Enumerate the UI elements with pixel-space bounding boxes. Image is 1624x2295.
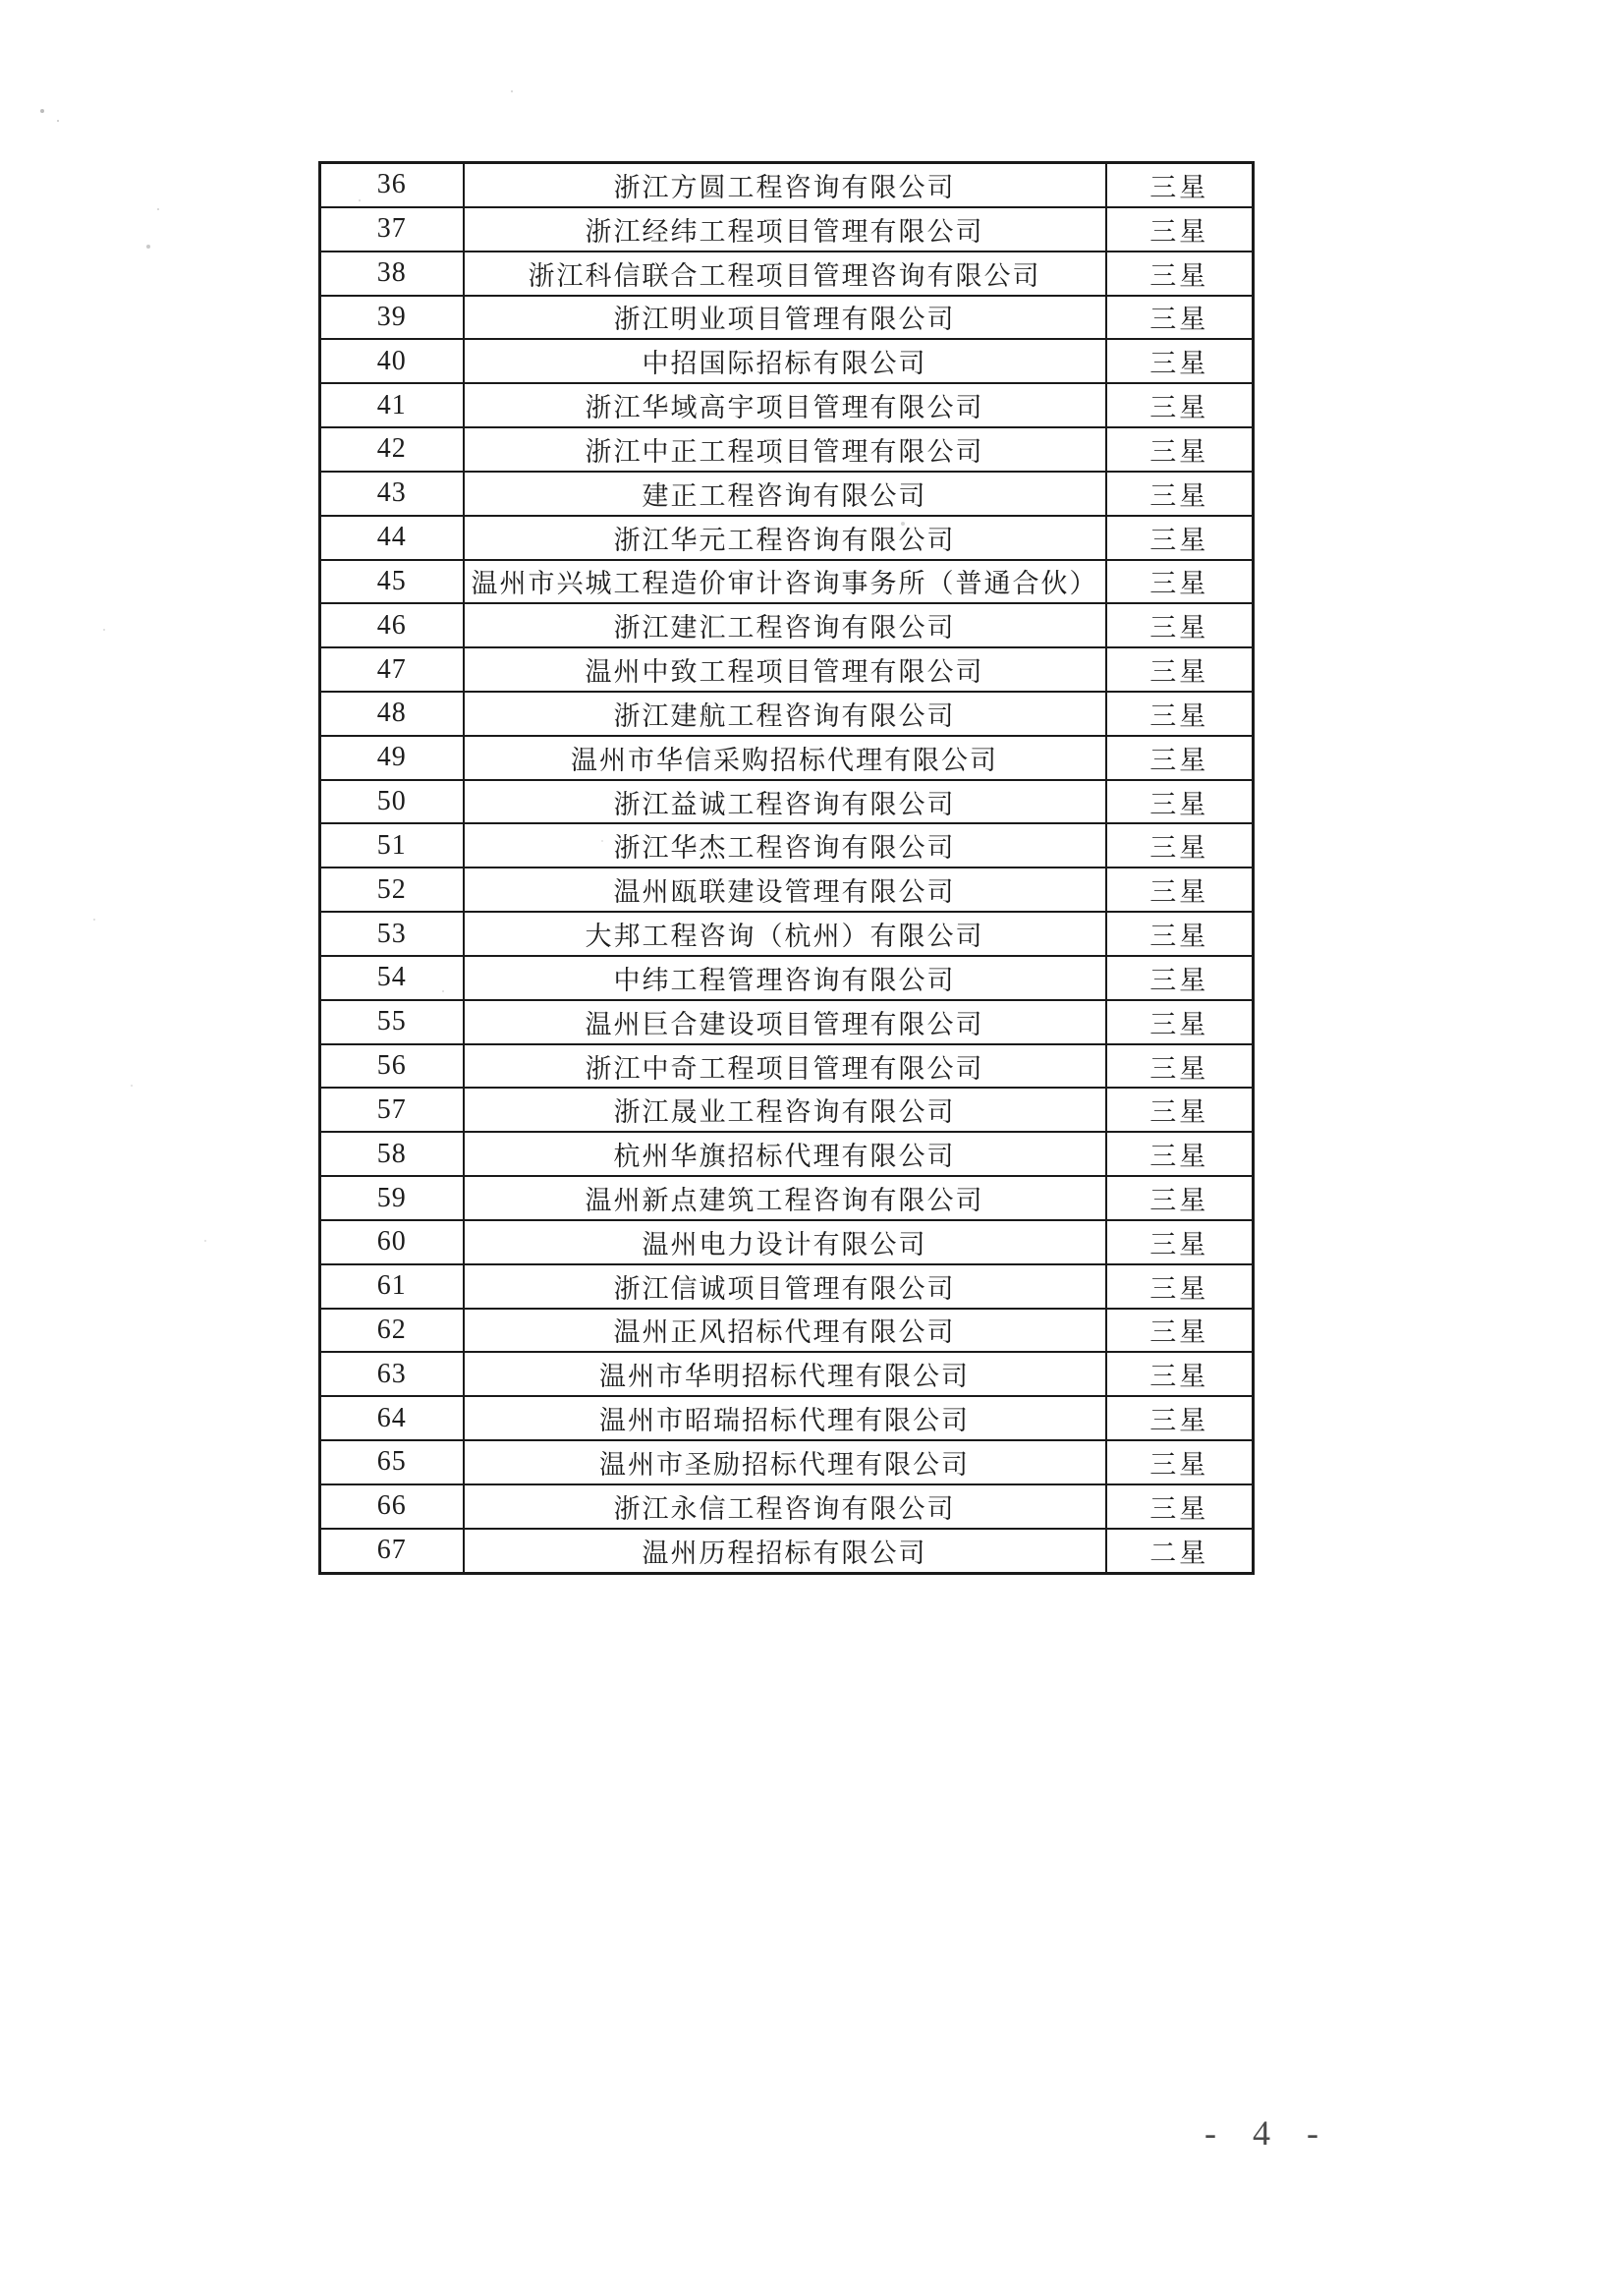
table-row: [320, 912, 1254, 956]
row-number-cell: 64: [320, 1396, 464, 1440]
rating-cell: 三星: [1106, 1352, 1254, 1396]
table-row: [320, 823, 1254, 868]
company-name-cell: 浙江科信联合工程项目管理咨询有限公司: [464, 252, 1106, 296]
company-name-cell: 温州中致工程项目管理有限公司: [464, 647, 1106, 692]
rating-cell: 三星: [1106, 780, 1254, 824]
row-number-cell: 47: [320, 647, 464, 692]
table-row: [320, 647, 1254, 692]
table-row: [320, 956, 1254, 1000]
table-row: [320, 603, 1254, 647]
table-row: [320, 736, 1254, 780]
company-name-cell: 建正工程咨询有限公司: [464, 472, 1106, 516]
row-number-cell: 63: [320, 1352, 464, 1396]
rating-cell: 三星: [1106, 383, 1254, 427]
table-row: [320, 339, 1254, 383]
table-row: [320, 427, 1254, 472]
table-row: [320, 252, 1254, 296]
company-name-cell: 温州历程招标有限公司: [464, 1529, 1106, 1574]
row-number-cell: 67: [320, 1529, 464, 1574]
row-number-cell: 57: [320, 1088, 464, 1132]
rating-cell: 三星: [1106, 427, 1254, 472]
table-row: [320, 780, 1254, 824]
rating-cell: 三星: [1106, 560, 1254, 604]
company-name-cell: 中纬工程管理咨询有限公司: [464, 956, 1106, 1000]
row-number-cell: 61: [320, 1264, 464, 1309]
table-row: [320, 1000, 1254, 1044]
rating-cell: 三星: [1106, 1264, 1254, 1309]
company-name-cell: 浙江建航工程咨询有限公司: [464, 692, 1106, 736]
company-name-cell: 温州正风招标代理有限公司: [464, 1309, 1106, 1353]
table-row: [320, 207, 1254, 252]
company-name-cell: 温州市华信采购招标代理有限公司: [464, 736, 1106, 780]
row-number-cell: 49: [320, 736, 464, 780]
company-name-cell: 温州市圣励招标代理有限公司: [464, 1440, 1106, 1484]
rating-cell: 三星: [1106, 163, 1254, 207]
row-number-cell: 59: [320, 1176, 464, 1220]
company-name-cell: 中招国际招标有限公司: [464, 339, 1106, 383]
company-name-cell: 温州瓯联建设管理有限公司: [464, 868, 1106, 912]
table-row: [320, 1396, 1254, 1440]
company-name-cell: 温州电力设计有限公司: [464, 1220, 1106, 1264]
rating-cell: 三星: [1106, 1044, 1254, 1089]
company-name-cell: 浙江信诚项目管理有限公司: [464, 1264, 1106, 1309]
company-name-cell: 浙江中正工程项目管理有限公司: [464, 427, 1106, 472]
row-number-cell: 51: [320, 823, 464, 868]
table-row: [320, 1309, 1254, 1353]
rating-cell: 三星: [1106, 1309, 1254, 1353]
table-row: [320, 163, 1254, 207]
row-number-cell: 56: [320, 1044, 464, 1089]
company-name-cell: 杭州华旗招标代理有限公司: [464, 1132, 1106, 1176]
company-name-cell: 温州市昭瑞招标代理有限公司: [464, 1396, 1106, 1440]
rating-cell: 三星: [1106, 823, 1254, 868]
company-name-cell: 温州新点建筑工程咨询有限公司: [464, 1176, 1106, 1220]
row-number-cell: 46: [320, 603, 464, 647]
company-table-body: [320, 163, 1254, 1574]
row-number-cell: 39: [320, 296, 464, 340]
rating-cell: 三星: [1106, 868, 1254, 912]
table-row: [320, 1264, 1254, 1309]
table-row: [320, 692, 1254, 736]
rating-cell: 三星: [1106, 1484, 1254, 1529]
rating-cell: 三星: [1106, 736, 1254, 780]
table-row: [320, 296, 1254, 340]
row-number-cell: 45: [320, 560, 464, 604]
row-number-cell: 38: [320, 252, 464, 296]
company-name-cell: 温州市华明招标代理有限公司: [464, 1352, 1106, 1396]
row-number-cell: 41: [320, 383, 464, 427]
rating-cell: 三星: [1106, 647, 1254, 692]
rating-cell: 二星: [1106, 1529, 1254, 1574]
rating-cell: 三星: [1106, 472, 1254, 516]
table-row: [320, 1088, 1254, 1132]
rating-cell: 三星: [1106, 207, 1254, 252]
rating-cell: 三星: [1106, 1132, 1254, 1176]
company-name-cell: 浙江华元工程咨询有限公司: [464, 516, 1106, 560]
rating-cell: 三星: [1106, 1440, 1254, 1484]
row-number-cell: 65: [320, 1440, 464, 1484]
table-row: [320, 1044, 1254, 1089]
row-number-cell: 48: [320, 692, 464, 736]
table-row: [320, 1220, 1254, 1264]
rating-cell: 三星: [1106, 692, 1254, 736]
company-rating-table: [318, 161, 1255, 1575]
rating-cell: 三星: [1106, 603, 1254, 647]
rating-cell: 三星: [1106, 252, 1254, 296]
row-number-cell: 55: [320, 1000, 464, 1044]
row-number-cell: 58: [320, 1132, 464, 1176]
company-name-cell: 浙江华杰工程咨询有限公司: [464, 823, 1106, 868]
scan-noise: [0, 0, 2, 2]
table-row: [320, 1484, 1254, 1529]
company-name-cell: 大邦工程咨询（杭州）有限公司: [464, 912, 1106, 956]
row-number-cell: 50: [320, 780, 464, 824]
table-row: [320, 516, 1254, 560]
table-row: [320, 383, 1254, 427]
table-row: [320, 1529, 1254, 1574]
company-name-cell: 温州市兴城工程造价审计咨询事务所（普通合伙）: [464, 560, 1106, 604]
company-name-cell: 浙江永信工程咨询有限公司: [464, 1484, 1106, 1529]
rating-cell: 三星: [1106, 296, 1254, 340]
table-row: [320, 1440, 1254, 1484]
company-name-cell: 浙江明业项目管理有限公司: [464, 296, 1106, 340]
rating-cell: 三星: [1106, 1396, 1254, 1440]
row-number-cell: 40: [320, 339, 464, 383]
table-row: [320, 1352, 1254, 1396]
row-number-cell: 53: [320, 912, 464, 956]
company-name-cell: 浙江华域高宇项目管理有限公司: [464, 383, 1106, 427]
rating-cell: 三星: [1106, 516, 1254, 560]
row-number-cell: 66: [320, 1484, 464, 1529]
page-number: - 4 -: [1204, 2113, 1332, 2153]
row-number-cell: 37: [320, 207, 464, 252]
table-row: [320, 1132, 1254, 1176]
row-number-cell: 62: [320, 1309, 464, 1353]
row-number-cell: 54: [320, 956, 464, 1000]
rating-cell: 三星: [1106, 1088, 1254, 1132]
row-number-cell: 36: [320, 163, 464, 207]
company-name-cell: 浙江建汇工程咨询有限公司: [464, 603, 1106, 647]
company-name-cell: 浙江益诚工程咨询有限公司: [464, 780, 1106, 824]
rating-cell: 三星: [1106, 1176, 1254, 1220]
company-name-cell: 浙江中奇工程项目管理有限公司: [464, 1044, 1106, 1089]
company-name-cell: 浙江晟业工程咨询有限公司: [464, 1088, 1106, 1132]
table-row: [320, 560, 1254, 604]
company-name-cell: 浙江方圆工程咨询有限公司: [464, 163, 1106, 207]
rating-cell: 三星: [1106, 339, 1254, 383]
table-row: [320, 868, 1254, 912]
row-number-cell: 42: [320, 427, 464, 472]
rating-cell: 三星: [1106, 956, 1254, 1000]
company-name-cell: 浙江经纬工程项目管理有限公司: [464, 207, 1106, 252]
row-number-cell: 44: [320, 516, 464, 560]
table-row: [320, 1176, 1254, 1220]
company-name-cell: 温州巨合建设项目管理有限公司: [464, 1000, 1106, 1044]
table-row: [320, 472, 1254, 516]
rating-cell: 三星: [1106, 912, 1254, 956]
row-number-cell: 43: [320, 472, 464, 516]
row-number-cell: 60: [320, 1220, 464, 1264]
row-number-cell: 52: [320, 868, 464, 912]
rating-cell: 三星: [1106, 1000, 1254, 1044]
rating-cell: 三星: [1106, 1220, 1254, 1264]
